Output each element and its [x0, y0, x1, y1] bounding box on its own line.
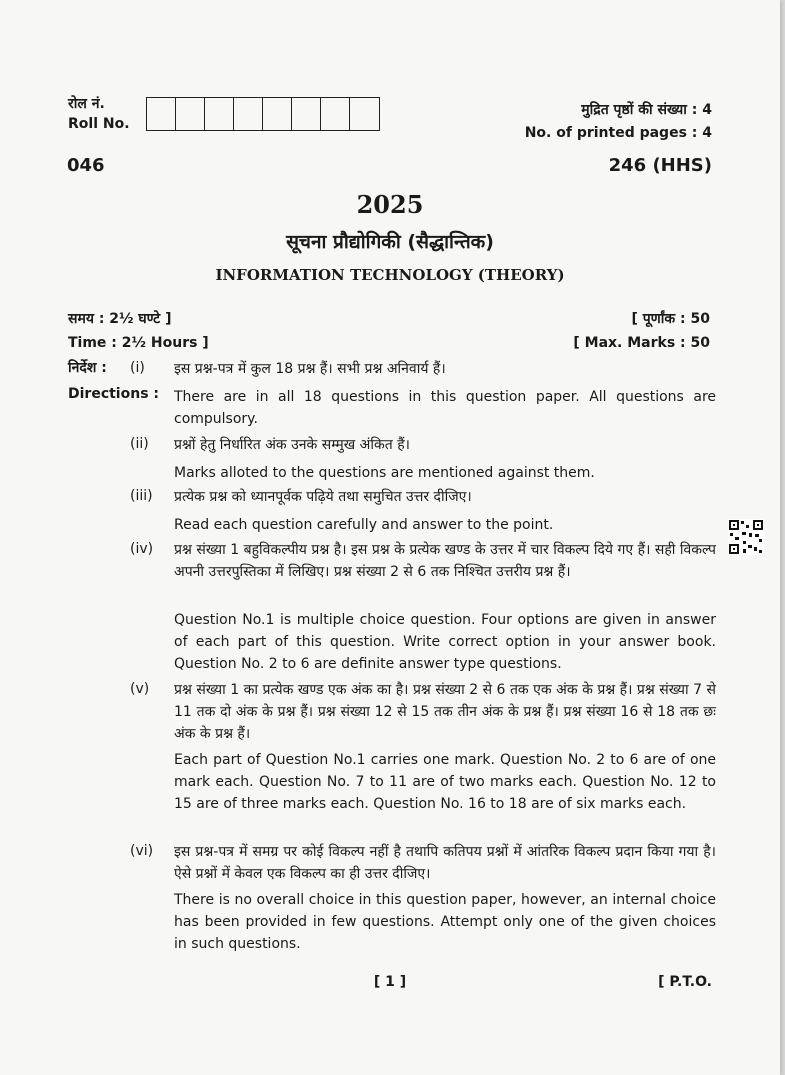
direction-number: (iv): [130, 541, 154, 557]
roll-digit-box[interactable]: [176, 98, 205, 130]
direction-text-hindi: प्रश्न संख्या 1 बहुविकल्पीय प्रश्न है। इस प्रश्न के प्रत्येक खण्ड के उत्तर में चार विकल्प दिये गए हैं। सही विकल्प अपनी उत्तरपुस्तिका में लिखिए। प्रश्न संख्या 2 से 6 तक निश्चित उत्तरीय प्रश्न हैं।: [174, 542, 716, 580]
marks-hindi: [ पूर्णांक : 50: [631, 311, 710, 327]
paper-code-left: 046: [67, 155, 105, 176]
direction-text-hindi: इस प्रश्न-पत्र में कुल 18 प्रश्न हैं। सभी प्रश्न अनिवार्य हैं।: [174, 361, 446, 377]
direction-text-english: There are in all 18 questions in this question paper. All questions are compulsory.: [174, 389, 716, 427]
roll-digit-box[interactable]: [263, 98, 292, 130]
subject-title-hindi: सूचना प्रौद्योगिकी (सैद्धान्तिक): [286, 231, 494, 253]
roll-digit-box[interactable]: [147, 98, 176, 130]
direction-text-hindi: प्रश्नों हेतु निर्धारित अंक उनके सम्मुख अंकित हैं।: [174, 437, 410, 453]
direction-text-hindi: प्रश्न संख्या 1 का प्रत्येक खण्ड एक अंक का है। प्रश्न संख्या 2 से 6 तक एक अंक के प्रश्न हैं। प्रश्न संख्या 7 से 11 तक दो अंक के प्रश्न हैं। प्रश्न संख्या 12 से 15 तक तीन अंक के प्रश्न हैं। प्रश्न संख्या 16 से 18 तक छः अंक के प्रश्न हैं।: [174, 682, 716, 742]
time-english: Time : 2½ Hours ]: [68, 335, 209, 351]
directions-label-english: Directions :: [68, 386, 159, 402]
printed-pages-hindi: मुद्रित पृष्ठों की संख्या : 4: [581, 102, 712, 118]
roll-digit-box[interactable]: [321, 98, 350, 130]
qr-code-icon: [728, 519, 764, 555]
direction-text-hindi: इस प्रश्न-पत्र में समग्र पर कोई विकल्प नहीं है तथापि कतिपय प्रश्नों में आंतरिक विकल्प प्रदान किया गया है। ऐसे प्रश्नों में केवल एक विकल्प का ही उत्तर दीजिए।: [174, 844, 716, 882]
roll-number-boxes[interactable]: [146, 97, 380, 131]
roll-digit-box[interactable]: [292, 98, 321, 130]
roll-digit-box[interactable]: [205, 98, 234, 130]
directions-label-hindi: निर्देश :: [68, 360, 107, 376]
exam-year: 2025: [356, 190, 424, 219]
roll-label-hindi: रोल नं.: [68, 96, 105, 112]
direction-number: (v): [130, 681, 150, 697]
direction-text-hindi: प्रत्येक प्रश्न को ध्यानपूर्वक पढ़िये तथा समुचित उत्तर दीजिए।: [174, 489, 472, 505]
printed-pages-english: No. of printed pages : 4: [524, 125, 712, 141]
time-allowed: [68, 307, 209, 355]
direction-number: (vi): [130, 843, 154, 859]
direction-text-english: Each part of Question No.1 carries one mark. Question No. 2 to 6 are of one mark each. Question No. 7 to 11 are of two marks each. Question No. 12 to 15 are of three marks each. Question No. 16 to 18 are of six marks each.: [174, 752, 716, 812]
direction-text-english: There is no overall choice in this question paper, however, an internal choice has been provided in few questions. Attempt only one of the given choices in such questions.: [174, 892, 716, 952]
direction-text-english: Marks alloted to the questions are mentioned against them.: [174, 465, 595, 481]
pto-label: [ P.T.O.: [658, 974, 712, 990]
roll-label-english: Roll No.: [68, 116, 130, 132]
paper-code-right: 246 (HHS): [608, 155, 712, 176]
direction-number: (ii): [130, 436, 149, 452]
printed-pages: [525, 99, 712, 145]
subject-title-english: INFORMATION TECHNOLOGY (THEORY): [215, 266, 565, 284]
max-marks: [573, 307, 710, 355]
page-number: [ 1 ]: [373, 974, 407, 990]
roll-digit-box[interactable]: [234, 98, 263, 130]
roll-digit-box[interactable]: [350, 98, 379, 130]
direction-text-english: Question No.1 is multiple choice question. Four options are given in answer of each part of this question. Write correct option in your answer book. Question No. 2 to 6 are definite answer type questions.: [174, 612, 716, 672]
direction-text-english: Read each question carefully and answer to the point.: [174, 517, 554, 533]
direction-number: (i): [130, 360, 145, 376]
time-hindi: समय : 2½ घण्टे ]: [68, 311, 172, 327]
direction-number: (iii): [130, 488, 153, 504]
marks-english: [ Max. Marks : 50: [573, 335, 710, 351]
roll-number-label: [68, 94, 130, 134]
